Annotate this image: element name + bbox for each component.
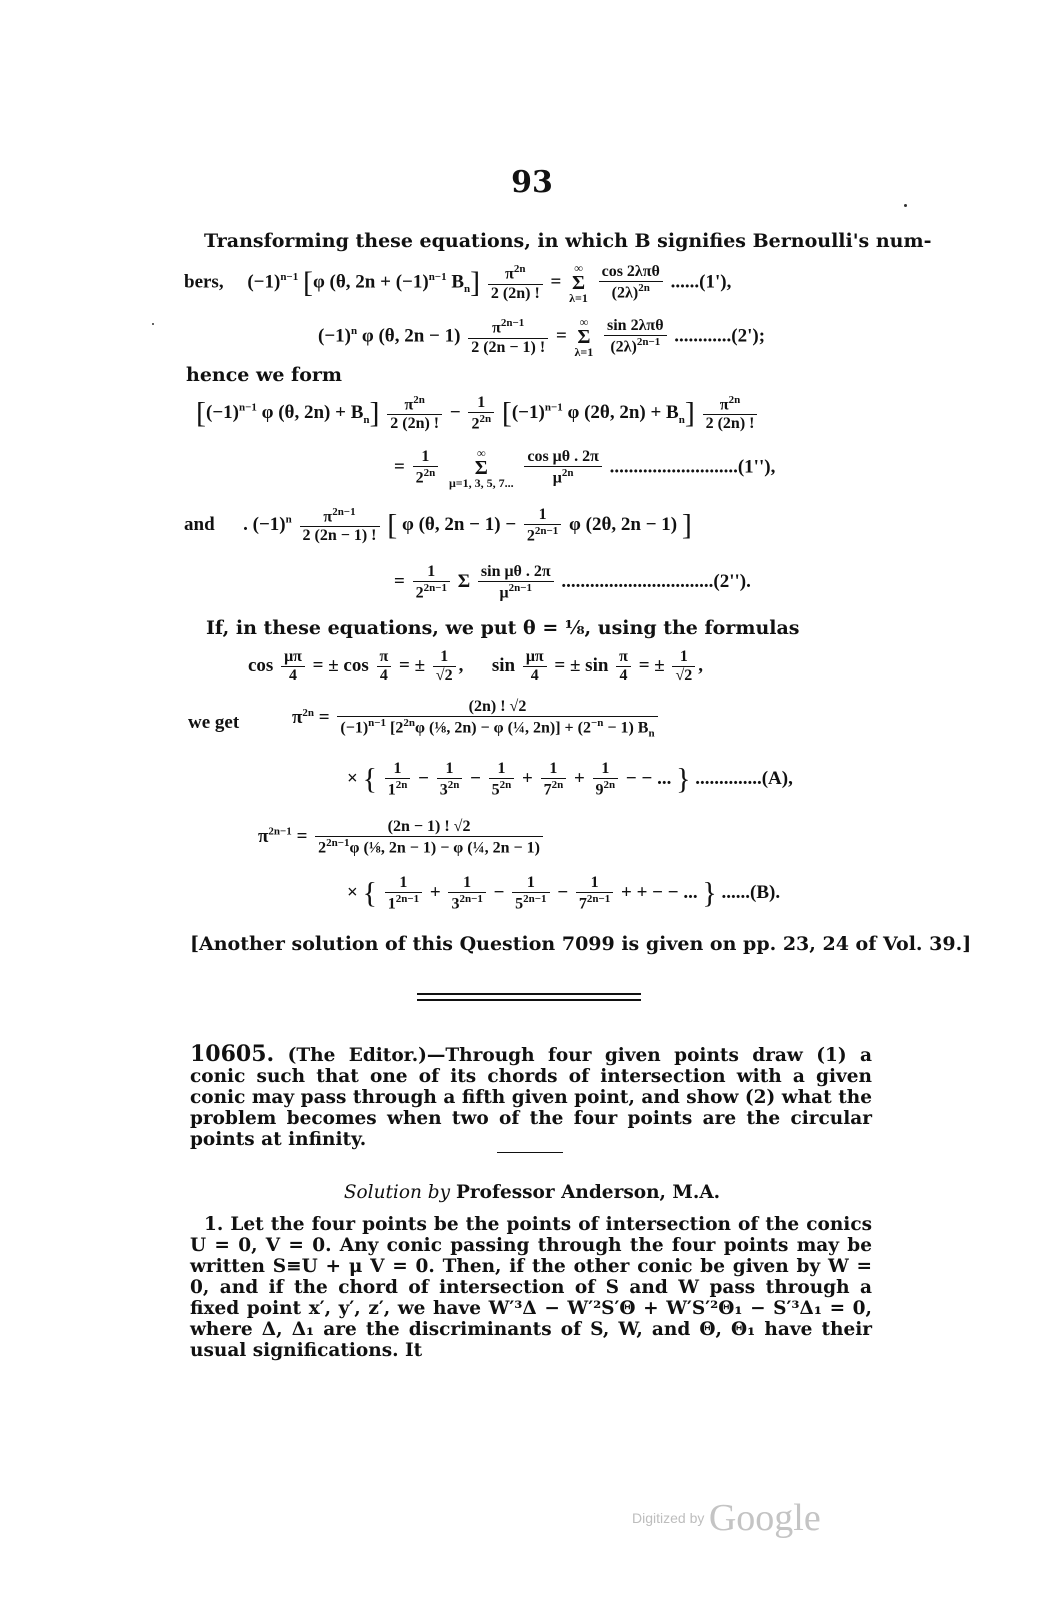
equation-2-prime: $(-1)^n$ φ (θ, 2n − 1) $\frac{\pi^{2n-1}}{2 (2n - 1) !}$ = ∞ Σ λ=1 $\frac{\text{sin 2λπθ}}{(2\lambda)^{2n-1}}$ ............(2'); bbox=[318, 315, 766, 359]
eqB-tag: ......(B). bbox=[721, 882, 781, 904]
page-number: 93 bbox=[511, 165, 553, 200]
scan-speck bbox=[904, 204, 907, 207]
equation-1-prime: bers, $(-1)^{n-1}$ [φ (θ, $2n + (-1)^{n-1}$ $B_n$] $\frac{\pi^{2n}}{2 (2n) !}$ = ∞ Σ λ=1 $\frac{\text{cos 2λπθ}}{(2\lambda)^{2n}}$ ......(1'), bbox=[184, 261, 732, 305]
solution-heading-italic: Solution by bbox=[343, 1182, 451, 1203]
and-label: and bbox=[184, 514, 215, 536]
digitized-watermark bbox=[632, 1496, 821, 1540]
watermark-prefix: Digitized by bbox=[632, 1510, 705, 1526]
bers-label: bers, bbox=[184, 271, 224, 293]
eq1-tag: ......(1'), bbox=[670, 271, 732, 293]
problem-text: (The Editor.)—Through four given points draw (1) a conic such that one of its chords of intersection with a given conic may pass through a fifth given point, and show (2) what the problem becomes when two of the four points are the circular points at infinity. bbox=[190, 1045, 872, 1150]
eq2-tag: ............(2'); bbox=[674, 325, 766, 347]
we-get-label: we get bbox=[188, 712, 240, 733]
google-logo: Google bbox=[708, 1497, 821, 1539]
trig-formulas: cos $\frac{\mu\pi}{4}$ = ± cos $\frac{\pi}{4}$ = ± $\frac{1}{√2}$ , sin $\frac{\mu\pi}{4}$ = ± sin $\frac{\pi}{4}$ = ± $\frac{1}{√2}$ , bbox=[248, 648, 703, 684]
equation-and-line: and . $(-1)^n$ $\frac{\pi^{2n-1}}{2 (2n - 1) !}$ [ φ (θ, 2n − 1) − $\frac{1}{2^{2n-1}}$ φ (2θ, 2n − 1) ] bbox=[184, 506, 692, 545]
problem-number: 10605. bbox=[190, 1041, 275, 1067]
solution-heading bbox=[0, 1182, 1064, 1203]
eq1pp-tag: ...........................(1''), bbox=[609, 456, 776, 478]
equation-B-series: × { $\frac{1}{1^{2n-1}}$ + $\frac{1}{3^{2n-1}}$ − $\frac{1}{5^{2n-1}}$ − $\frac{1}{7^{2n-1}}$ + + − − ... } ......(B). bbox=[347, 874, 781, 913]
solution-paragraph: 1. Let the four points be the points of intersection of the conics U = 0, V = 0. Any conic passing through the four points may be written S≡U + μ V = 0. Then, if the other conic be given by W = 0, and if the chord of intersection of S and W pass through a fixed point x′, y′, z′, we have W′³Δ − W′²S′Θ + W′S′²Θ₁ − S′³Δ₁ = 0, where Δ, Δ₁ are the discriminants of S, W, and Θ, Θ₁ have their usual significations. It bbox=[190, 1214, 872, 1361]
section-divider bbox=[417, 999, 641, 1001]
eq2pp-tag: ................................(2''). bbox=[561, 571, 751, 593]
another-solution-note: [Another solution of this Question 7099 is given on pp. 23, 24 of Vol. 39.] bbox=[190, 933, 972, 955]
equation-combined: [$(-1)^{n-1}$ φ (θ, $2n) + B_n$] $\frac{\pi^{2n}}{2 (2n) !}$ − $\frac{1}{2^{2n}}$ [$(-1)^{n-1}$ φ (2θ, $2n) + B_n$] $\frac{\pi^{2n}}{2 (2n) !}$ bbox=[196, 394, 760, 433]
equation-1-double-prime: = $\frac{1}{2^{2n}}$ ∞ Σ μ=1, 3, 5, 7... $\frac{\text{cos μθ . 2π}}{\mu^{2n}}$ ...........................(1''), bbox=[394, 446, 776, 490]
section-divider bbox=[417, 993, 641, 995]
scan-speck bbox=[152, 323, 154, 325]
hence-text: hence we form bbox=[186, 364, 343, 386]
solution-author: Professor Anderson, M.A. bbox=[455, 1182, 721, 1203]
equation-2-double-prime: = $\frac{1}{2^{2n-1}}$ Σ $\frac{\text{sin μθ . 2π}}{\mu^{2n-1}}$ ................................(2''). bbox=[394, 563, 751, 602]
equation-A-top: $\pi^{2n}$ = $\frac{(2n) ! √2}{(-1)^{n-1} [2^{2n}\varphi (\frac{1}{8}, 2n) - \varphi (\frac{1}{4}, 2n)] + (2^{-n} - 1) B_n}$ bbox=[292, 698, 661, 740]
equation-B-top: $\pi^{2n-1}$ = $\frac{(2n - 1) ! √2}{2^{2n-1}\varphi (\frac{1}{8}, 2n - 1) - \varphi (\frac{1}{4}, 2n - 1)}$ bbox=[258, 818, 546, 857]
eqA-tag: ..............(A), bbox=[695, 768, 793, 790]
problem-statement bbox=[190, 1041, 872, 1150]
intro-line: Transforming these equations, in which B signifies Bernoulli's num- bbox=[204, 230, 932, 252]
short-divider bbox=[497, 1152, 563, 1153]
equation-A-series: × { $\frac{1}{1^{2n}}$ − $\frac{1}{3^{2n}}$ − $\frac{1}{5^{2n}}$ + $\frac{1}{7^{2n}}$ + $\frac{1}{9^{2n}}$ − − ... } ..............(A), bbox=[347, 760, 793, 799]
if-text: If, in these equations, we put θ = ⅛, using the formulas bbox=[206, 617, 800, 639]
